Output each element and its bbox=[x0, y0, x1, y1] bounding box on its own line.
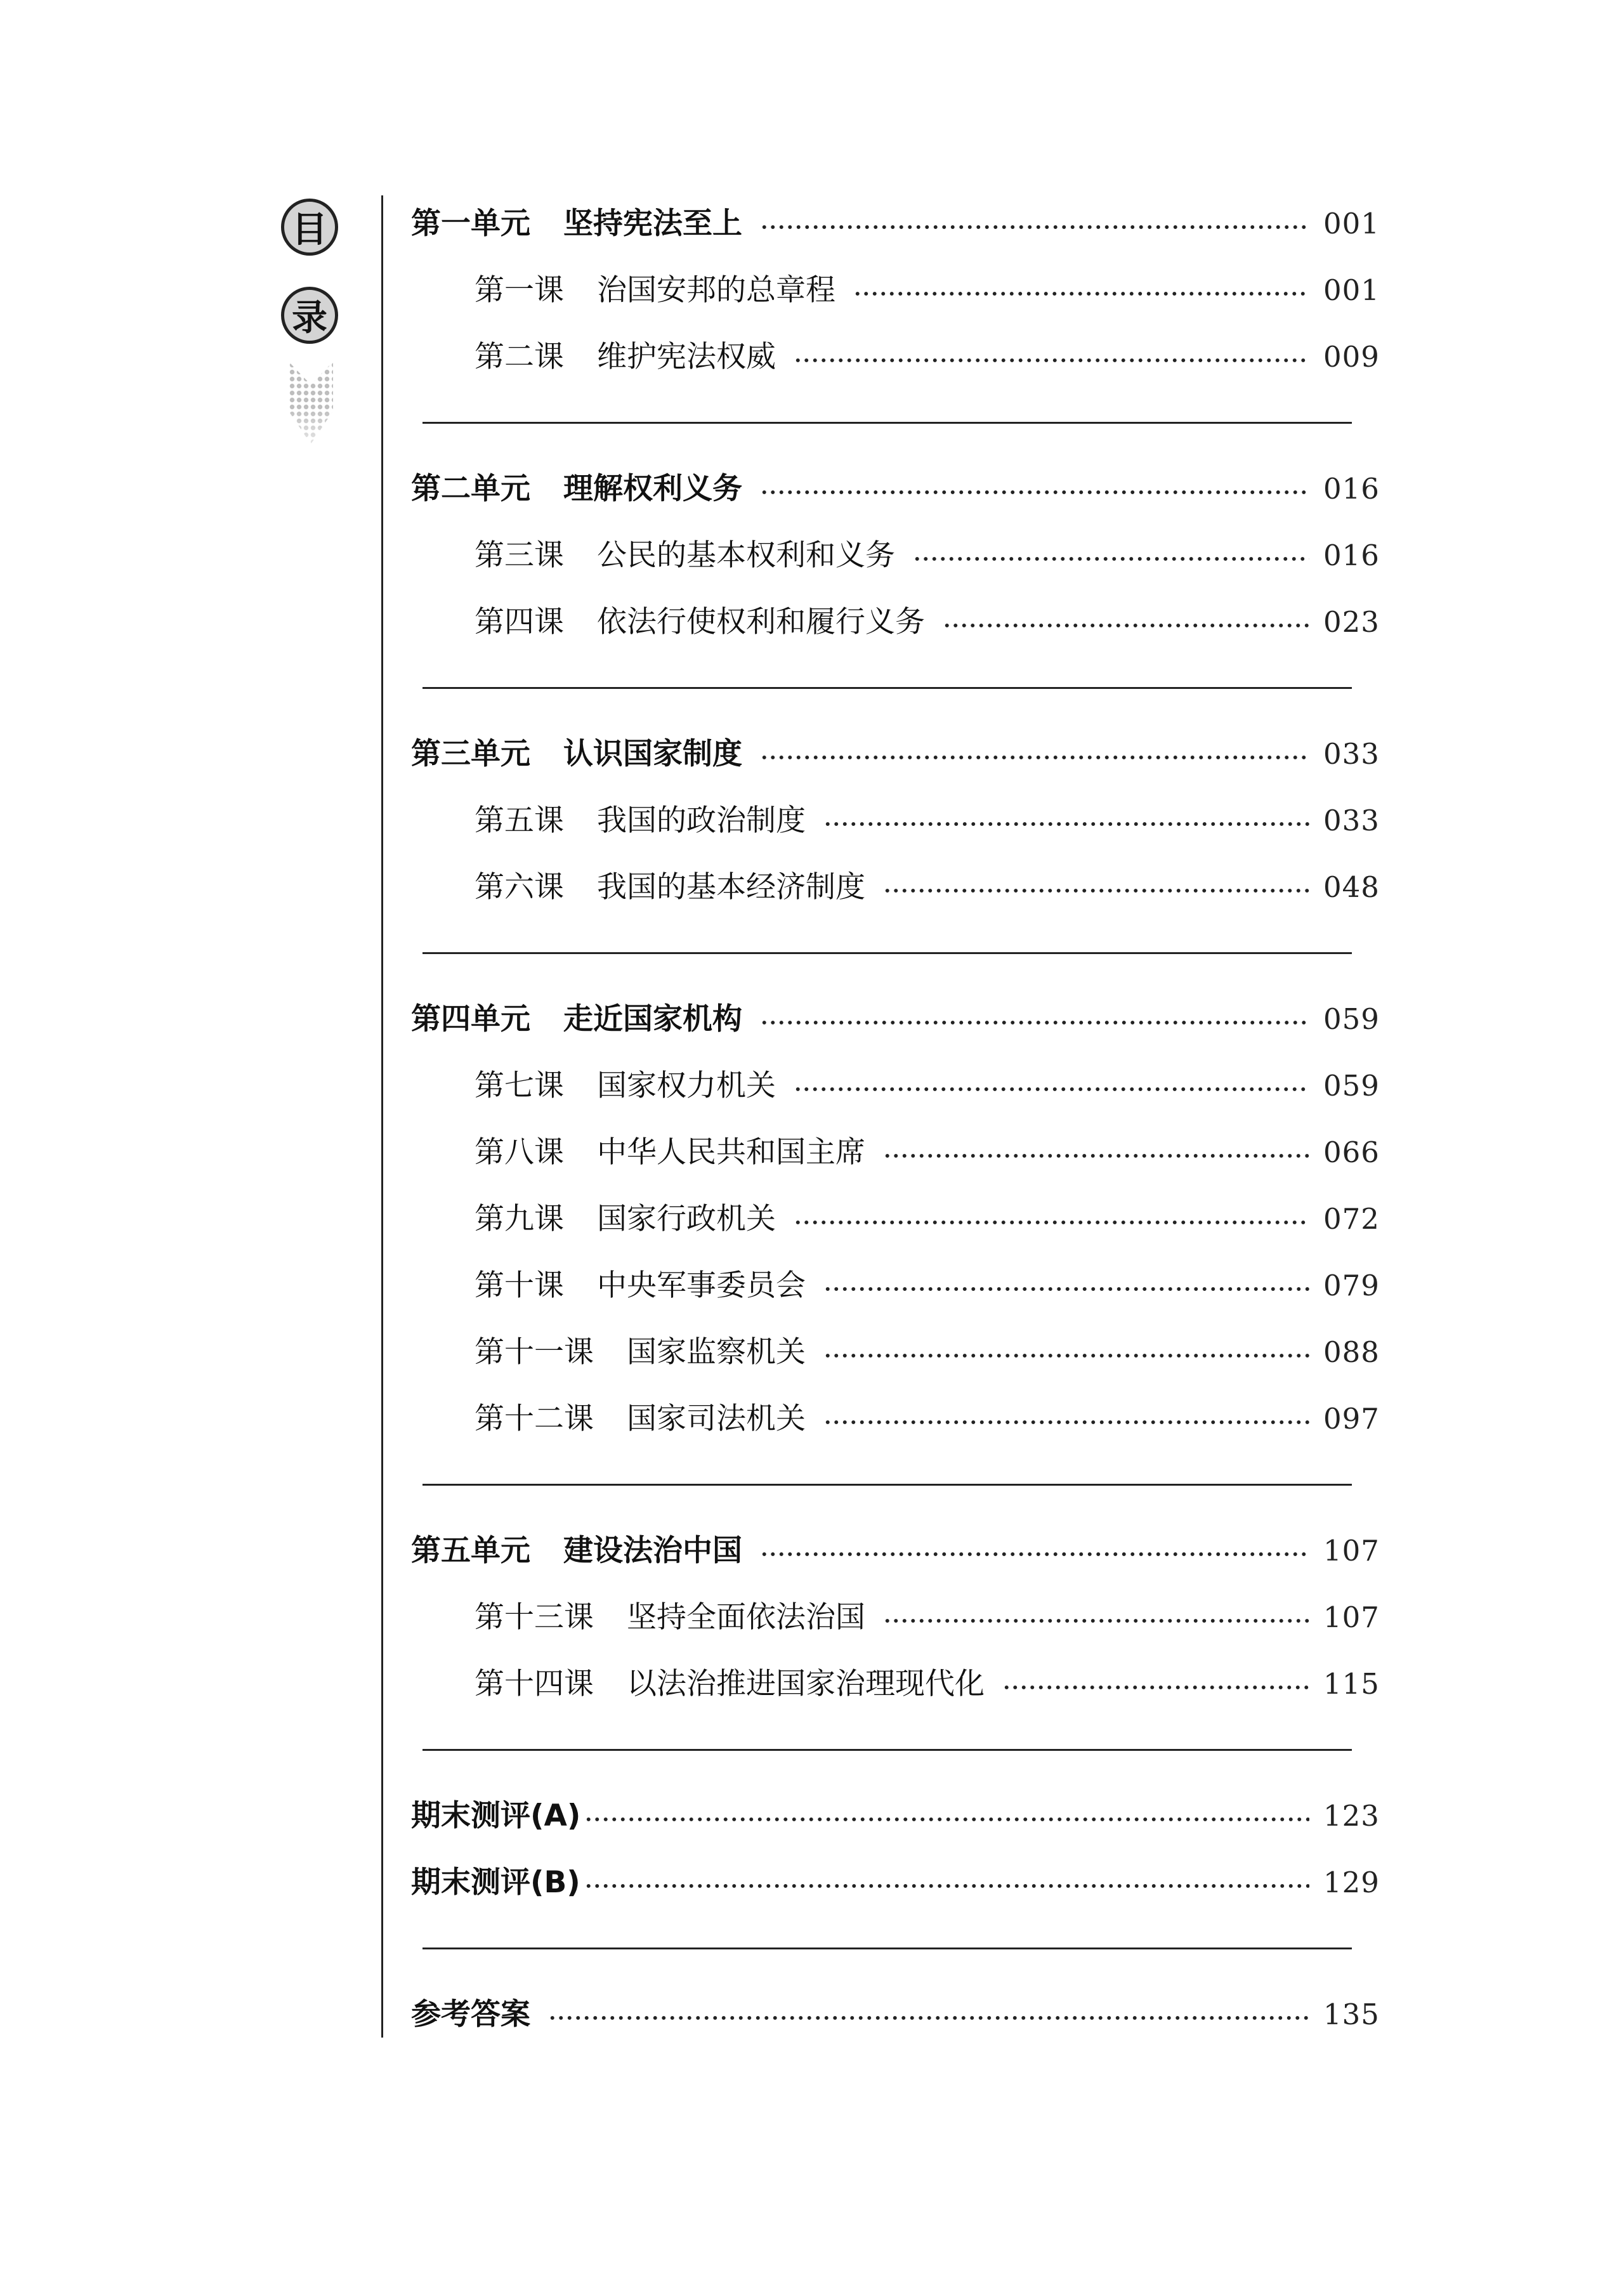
toc-section-1 bbox=[411, 190, 1380, 424]
unit-number: 第三单元 bbox=[411, 736, 530, 771]
lesson-title: 坚持全面依法治国 bbox=[627, 1600, 865, 1635]
lesson-number: 第八课 bbox=[475, 1135, 564, 1170]
dot-leader bbox=[883, 1153, 1309, 1159]
lesson-number: 第十二课 bbox=[475, 1401, 594, 1436]
vertical-rule bbox=[381, 195, 383, 2038]
lesson-number: 第十课 bbox=[475, 1268, 564, 1303]
dot-leader bbox=[548, 2015, 1309, 2021]
page-number: 097 bbox=[1323, 1402, 1380, 1436]
dot-leader bbox=[760, 489, 1309, 495]
lesson-title: 我国的政治制度 bbox=[597, 803, 806, 838]
dot-leader bbox=[1002, 1684, 1309, 1691]
page-number: 001 bbox=[1323, 273, 1380, 307]
dot-leader bbox=[794, 1219, 1309, 1226]
section-divider bbox=[422, 1947, 1352, 1949]
dot-leader bbox=[794, 357, 1309, 363]
dot-leader bbox=[823, 1419, 1309, 1425]
lesson-title: 依法行使权利和履行义务 bbox=[597, 605, 925, 639]
lesson-number: 第一课 bbox=[475, 273, 564, 308]
page-number: 033 bbox=[1323, 737, 1380, 771]
section-divider bbox=[422, 687, 1352, 689]
lesson-row[interactable] bbox=[411, 1052, 1380, 1119]
test-title: 期末测评(B) bbox=[411, 1865, 580, 1900]
toc-section-answers bbox=[411, 1981, 1380, 2048]
lesson-row[interactable] bbox=[411, 1319, 1380, 1385]
page-number: 088 bbox=[1323, 1335, 1380, 1369]
dot-leader bbox=[794, 1086, 1309, 1092]
page-number: 001 bbox=[1323, 207, 1380, 240]
unit-title: 建设法治中国 bbox=[563, 1533, 742, 1568]
lesson-row[interactable] bbox=[411, 589, 1380, 655]
lesson-number: 第三课 bbox=[475, 538, 564, 573]
page-number: 066 bbox=[1323, 1136, 1380, 1169]
lesson-number: 第十三课 bbox=[475, 1600, 594, 1635]
page-number: 135 bbox=[1323, 1998, 1380, 2031]
page-number: 033 bbox=[1323, 804, 1380, 837]
unit-row[interactable] bbox=[411, 986, 1380, 1052]
page-number: 059 bbox=[1323, 1069, 1380, 1103]
page-number: 009 bbox=[1323, 340, 1380, 374]
dot-leader bbox=[760, 1019, 1309, 1026]
lesson-number: 第四课 bbox=[475, 605, 564, 639]
test-title: 期末测评(A) bbox=[411, 1798, 581, 1833]
section-divider bbox=[422, 422, 1352, 424]
lesson-title: 中央军事委员会 bbox=[597, 1268, 806, 1303]
table-of-contents bbox=[411, 190, 1380, 2048]
decorative-dot-pattern bbox=[289, 362, 333, 444]
lesson-title: 治国安邦的总章程 bbox=[597, 273, 835, 308]
page-number: 107 bbox=[1323, 1534, 1380, 1568]
toc-section-2 bbox=[411, 455, 1380, 689]
lesson-row[interactable] bbox=[411, 257, 1380, 324]
dot-leader bbox=[584, 1816, 1309, 1823]
unit-title: 走近国家机构 bbox=[563, 1002, 742, 1037]
lesson-title: 我国的基本经济制度 bbox=[597, 870, 865, 905]
section-divider bbox=[422, 952, 1352, 954]
dot-leader bbox=[883, 1618, 1309, 1624]
section-divider bbox=[422, 1484, 1352, 1486]
page-number: 079 bbox=[1323, 1269, 1380, 1302]
lesson-row[interactable] bbox=[411, 324, 1380, 390]
lesson-row[interactable] bbox=[411, 787, 1380, 854]
dot-leader bbox=[823, 1286, 1309, 1292]
page-number: 129 bbox=[1323, 1866, 1380, 1899]
lesson-number: 第六课 bbox=[475, 870, 564, 905]
page-number: 048 bbox=[1323, 870, 1380, 904]
lesson-number: 第九课 bbox=[475, 1201, 564, 1236]
lesson-number: 第七课 bbox=[475, 1068, 564, 1103]
toc-section-3 bbox=[411, 721, 1380, 954]
unit-number: 第五单元 bbox=[411, 1533, 530, 1568]
lesson-row[interactable] bbox=[411, 1119, 1380, 1186]
lesson-title: 以法治推进国家治理现代化 bbox=[627, 1666, 985, 1701]
lesson-row[interactable] bbox=[411, 1252, 1380, 1319]
lesson-row[interactable] bbox=[411, 522, 1380, 589]
test-row-b[interactable] bbox=[411, 1849, 1380, 1916]
page-number: 016 bbox=[1323, 539, 1380, 572]
answers-title: 参考答案 bbox=[411, 1997, 530, 2032]
dot-leader bbox=[883, 887, 1309, 894]
lesson-row[interactable] bbox=[411, 1651, 1380, 1717]
page-number: 115 bbox=[1323, 1667, 1380, 1701]
dot-leader bbox=[823, 1352, 1309, 1359]
dot-leader bbox=[853, 291, 1309, 297]
unit-row[interactable] bbox=[411, 190, 1380, 257]
lesson-row[interactable] bbox=[411, 1584, 1380, 1651]
lesson-title: 公民的基本权利和义务 bbox=[597, 538, 895, 573]
section-divider bbox=[422, 1749, 1352, 1751]
dot-leader bbox=[943, 622, 1309, 629]
dot-leader bbox=[913, 556, 1309, 562]
unit-row[interactable] bbox=[411, 1517, 1380, 1584]
lesson-number: 第五课 bbox=[475, 803, 564, 838]
lesson-row[interactable] bbox=[411, 1385, 1380, 1452]
toc-badge-mu: 目 bbox=[281, 199, 338, 256]
unit-number: 第四单元 bbox=[411, 1002, 530, 1037]
page-number: 016 bbox=[1323, 472, 1380, 506]
lesson-title: 国家行政机关 bbox=[597, 1201, 776, 1236]
lesson-title: 国家监察机关 bbox=[627, 1335, 806, 1370]
toc-badge-lu: 录 bbox=[281, 287, 338, 344]
lesson-number: 第十四课 bbox=[475, 1666, 594, 1701]
answers-row[interactable] bbox=[411, 1981, 1380, 2048]
lesson-row[interactable] bbox=[411, 1186, 1380, 1252]
unit-title: 认识国家制度 bbox=[563, 736, 742, 771]
page-number: 123 bbox=[1323, 1799, 1380, 1833]
toc-section-4 bbox=[411, 986, 1380, 1486]
lesson-title: 维护宪法权威 bbox=[597, 339, 776, 374]
unit-row[interactable] bbox=[411, 721, 1380, 787]
toc-section-tests bbox=[411, 1783, 1380, 1949]
dot-leader bbox=[760, 224, 1309, 230]
page-number: 023 bbox=[1323, 605, 1380, 639]
page-number: 072 bbox=[1323, 1202, 1380, 1236]
dot-leader bbox=[760, 754, 1309, 761]
lesson-number: 第十一课 bbox=[475, 1335, 594, 1370]
lesson-title: 国家权力机关 bbox=[597, 1068, 776, 1103]
lesson-row[interactable] bbox=[411, 854, 1380, 920]
lesson-title: 中华人民共和国主席 bbox=[597, 1135, 865, 1170]
test-row-a[interactable] bbox=[411, 1783, 1380, 1849]
dot-leader bbox=[823, 821, 1309, 827]
unit-title: 坚持宪法至上 bbox=[563, 206, 742, 241]
unit-number: 第一单元 bbox=[411, 206, 530, 241]
dot-leader bbox=[584, 1883, 1309, 1889]
lesson-title: 国家司法机关 bbox=[627, 1401, 806, 1436]
lesson-number: 第二课 bbox=[475, 339, 564, 374]
dot-leader bbox=[760, 1551, 1309, 1557]
page-number: 107 bbox=[1323, 1600, 1380, 1634]
unit-title: 理解权利义务 bbox=[563, 471, 742, 506]
toc-section-5 bbox=[411, 1517, 1380, 1751]
unit-number: 第二单元 bbox=[411, 471, 530, 506]
page-number: 059 bbox=[1323, 1002, 1380, 1036]
unit-row[interactable] bbox=[411, 455, 1380, 522]
